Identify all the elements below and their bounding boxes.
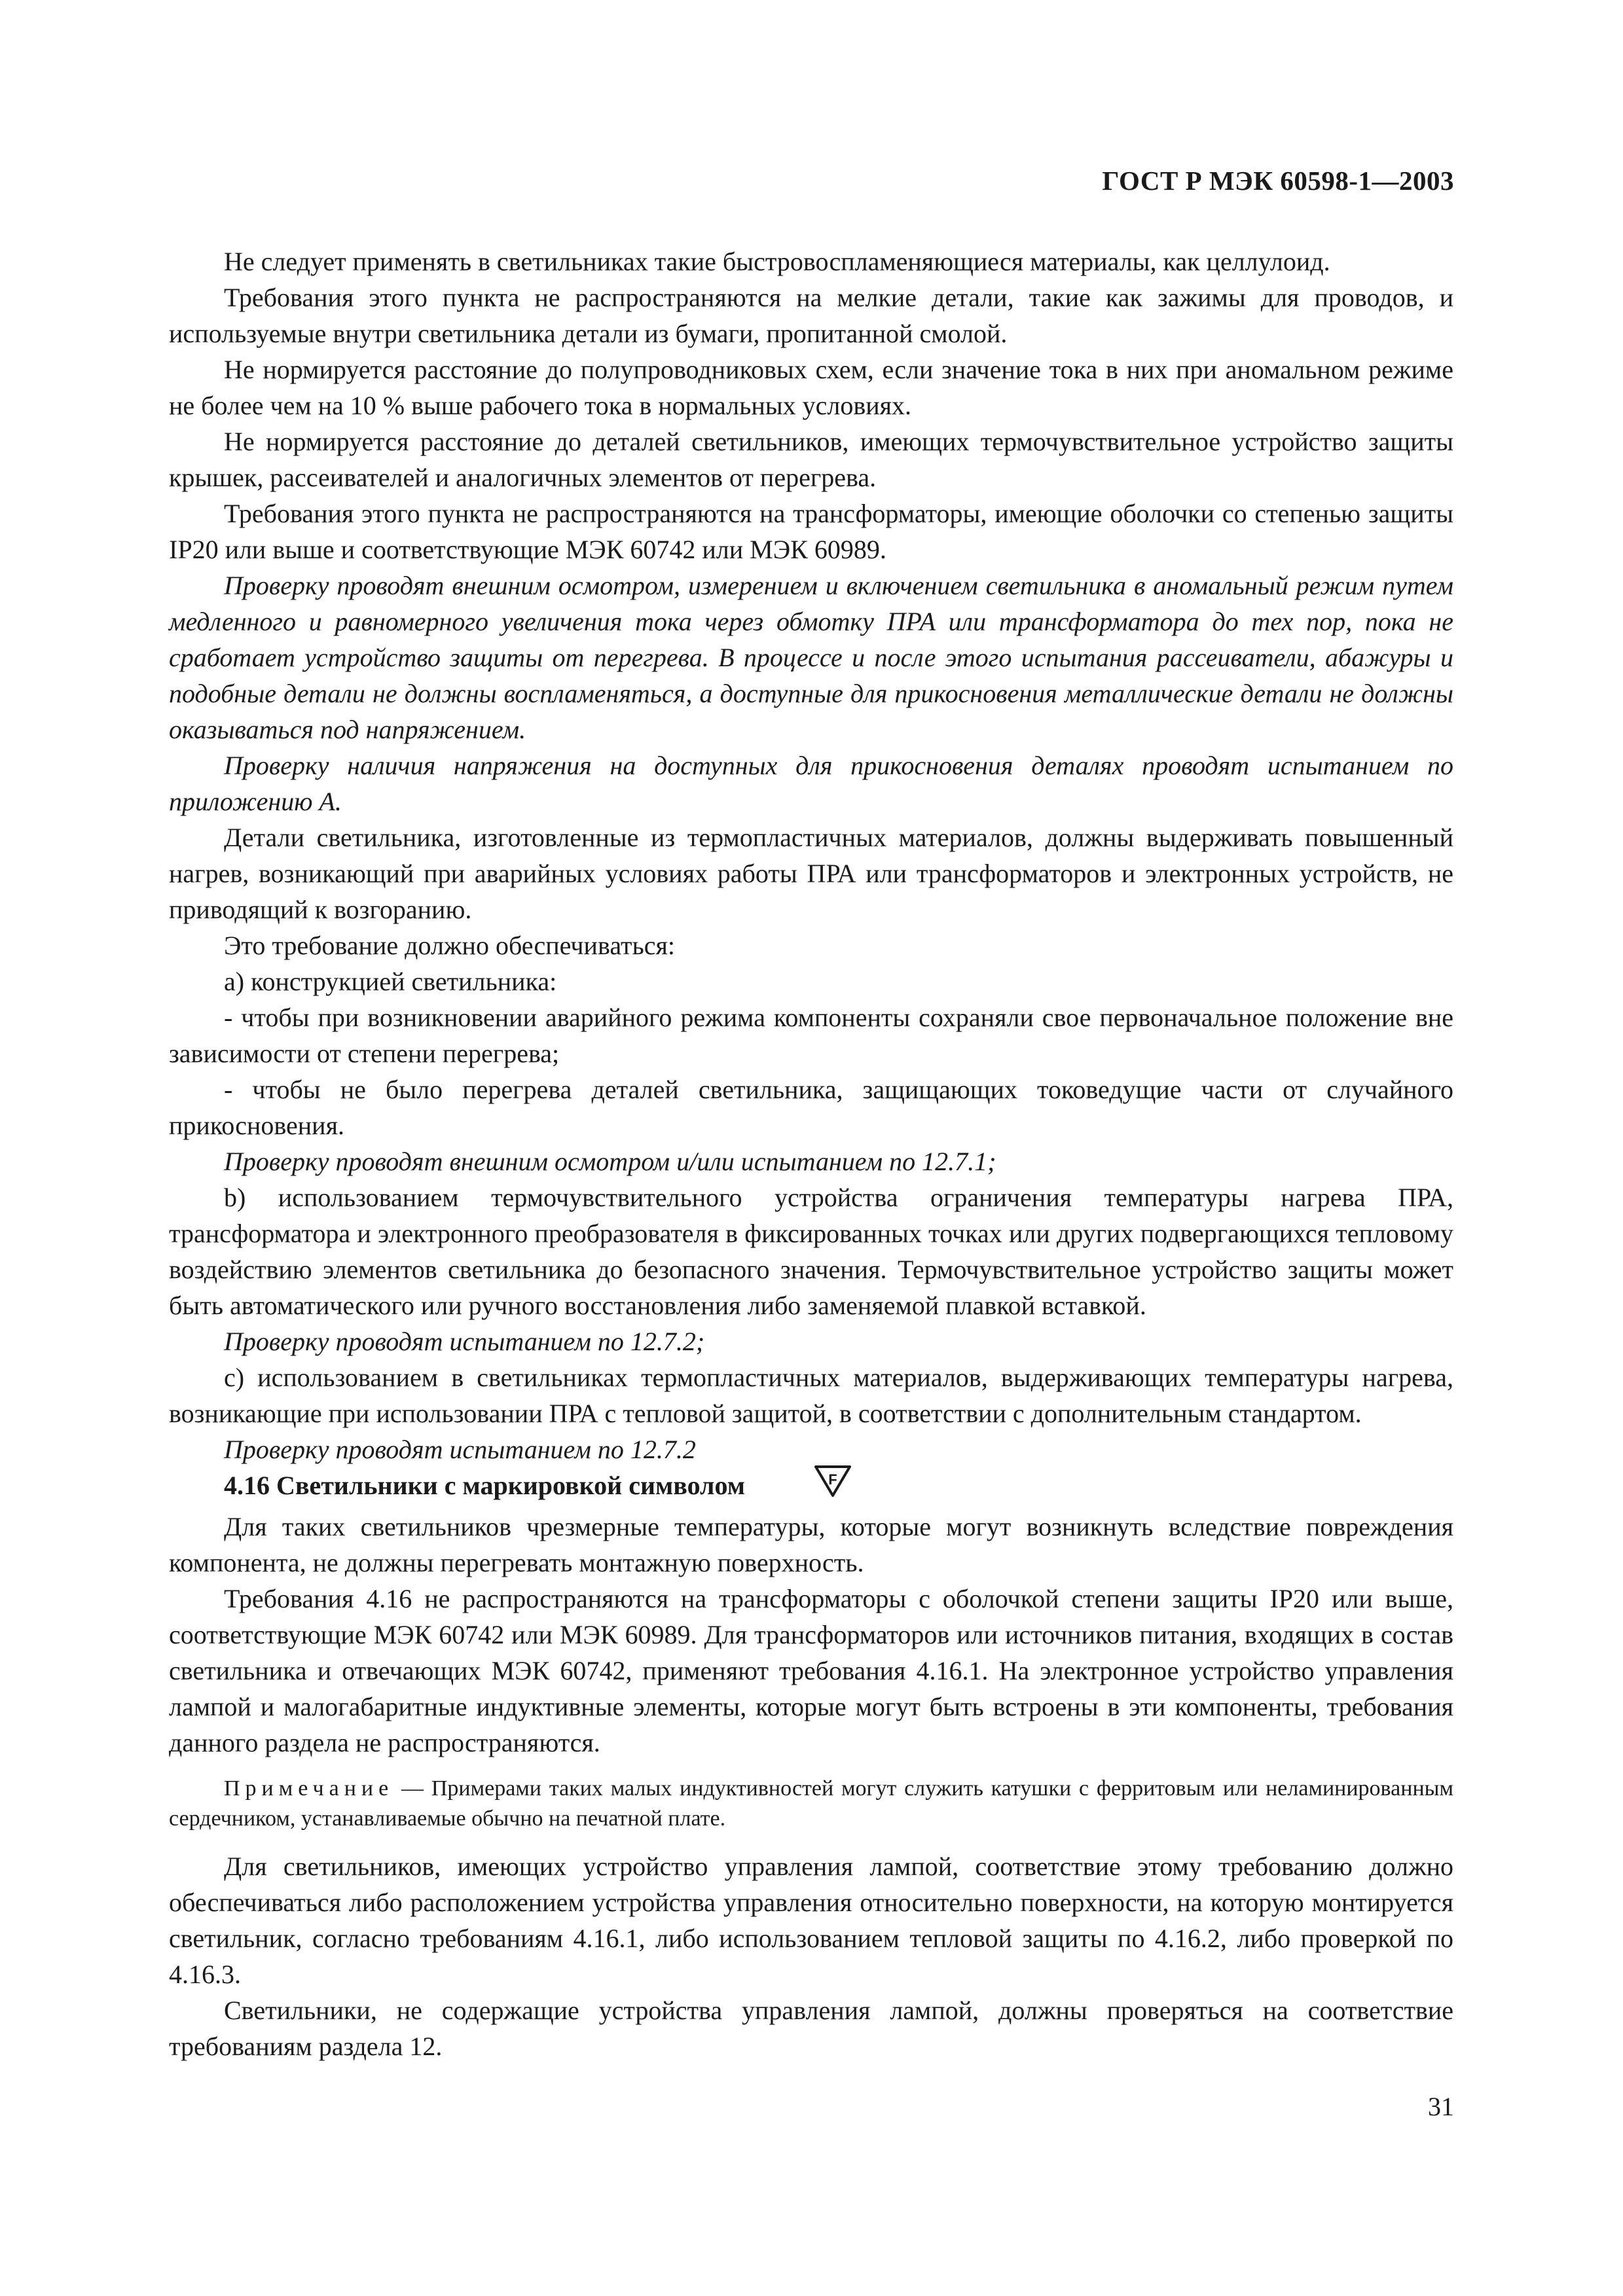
section-heading [169, 1467, 1453, 1509]
test-method-paragraph: Проверку проводят испытанием по 12.7.2; [224, 1327, 705, 1356]
paragraph: Детали светильника, изготовленные из термопластичных материалов, должны выдерживать повышенный нагрев, возникающий при аварийных условиях работы ПРА или трансформаторов и электронных устройств, не приводящий к возгоранию. [169, 823, 1453, 924]
note [169, 1774, 1453, 1834]
paragraph: Для таких светильников чрезмерные температуры, которые могут возникнуть вследствие повреждения компонента, не должны перегревать монтажную поверхность. [169, 1511, 1453, 1577]
f-mark-symbol-icon [758, 1463, 852, 1509]
paragraph: Это требование должно обеспечиваться: [224, 931, 676, 960]
list-item: - чтобы при возникновении аварийного режима компоненты сохраняли свое первоначальное положение вне зависимости от степени перегрева; [169, 1003, 1453, 1068]
page-content [169, 243, 1453, 2064]
list-item: с) использованием в светильниках термопластичных материалов, выдерживающих температуры нагрева, возникающие при использовании ПРА с тепловой защитой, в соответствии с дополнительным стандартом. [169, 1363, 1453, 1428]
test-method-paragraph: Проверку наличия напряжения на доступных для прикосновения деталях проводят испытанием по приложению А. [169, 751, 1453, 816]
section-heading-text: 4.16 Светильники с маркировкой символом [224, 1471, 745, 1500]
paragraph: Требования этого пункта не распространяются на трансформаторы, имеющие оболочки со степенью защиты IP20 или выше и соответствующие МЭК 60742 или МЭК 60989. [169, 499, 1453, 564]
paragraph: Не нормируется расстояние до деталей светильников, имеющих термочувствительное устройство защиты крышек, рассеивателей и аналогичных элементов от перегрева. [169, 427, 1453, 492]
paragraph: Для светильников, имеющих устройство управления лампой, соответствие этому требованию должно обеспечиваться либо расположением устройства управления относительно поверхности, на которую монтируется светильник, согласно требованиям 4.16.1, либо использованием тепловой защиты по 4.16.2, либо проверкой по 4.16.3. [169, 1851, 1453, 1989]
paragraph: Светильники, не содержащие устройства управления лампой, должны проверяться на соответствие требованиям раздела 12. [169, 1995, 1453, 2061]
list-item: а) конструкцией светильника: [224, 967, 557, 996]
test-method-paragraph: Проверку проводят испытанием по 12.7.2 [224, 1435, 696, 1464]
note-label: Примечание [224, 1776, 394, 1801]
page-number: 31 [1428, 2092, 1454, 2121]
paragraph: Не нормируется расстояние до полупроводниковых схем, если значение тока в них при аномальном режиме не более чем на 10 % выше рабочего тока в нормальных условиях. [169, 355, 1453, 420]
standard-header: ГОСТ Р МЭК 60598-1—2003 [1102, 166, 1454, 196]
paragraph: Не следует применять в светильниках такие быстровоспламеняющиеся материалы, как целлулоид. [224, 247, 1330, 276]
symbol-letter: F [828, 1471, 837, 1488]
note-text: — Примерами таких малых индуктивностей могут служить катушки с ферритовым или неламинированным сердечником, устанавливаемые обычно на печатной плате. [169, 1776, 1453, 1831]
list-item: b) использованием термочувствительного устройства ограничения температуры нагрева ПРА, трансформатора и электронного преобразователя в фиксированных точках или других подвергающихся тепловому воздействию элементов светильника до безопасного значения. Термочувствительное устройство защиты может быть автоматического или ручного восстановления либо заменяемой плавкой вставкой. [169, 1183, 1453, 1320]
list-item: - чтобы не было перегрева деталей светильника, защищающих токоведущие части от случайного прикосновения. [169, 1075, 1453, 1140]
test-method-paragraph: Проверку проводят внешним осмотром и/или испытанием по 12.7.1; [224, 1147, 996, 1176]
paragraph: Требования этого пункта не распространяются на мелкие детали, такие как зажимы для проводов, и используемые внутри светильника детали из бумаги, пропитанной смолой. [169, 283, 1453, 348]
paragraph: Требования 4.16 не распространяются на трансформаторы с оболочкой степени защиты IP20 или выше, соответствующие МЭК 60742 или МЭК 60989. Для трансформаторов или источников питания, входящих в состав светильника и отвечающих МЭК 60742, применяют требования 4.16.1. На электронное устройство управления лампой и малогабаритные индуктивные элементы, которые могут быть встроены в эти компоненты, требования данного раздела не распространяются. [169, 1583, 1453, 1757]
test-method-paragraph: Проверку проводят внешним осмотром, измерением и включением светильника в аномальный режим путем медленного и равномерного увеличения тока через обмотку ПРА или трансформатора до тех пор, пока не сработает устройство защиты от перегрева. В процессе и после этого испытания рассеиватели, абажуры и подобные детали не должны воспламеняться, а доступные для прикосновения металлические детали не должны оказываться под напряжением. [169, 571, 1453, 744]
